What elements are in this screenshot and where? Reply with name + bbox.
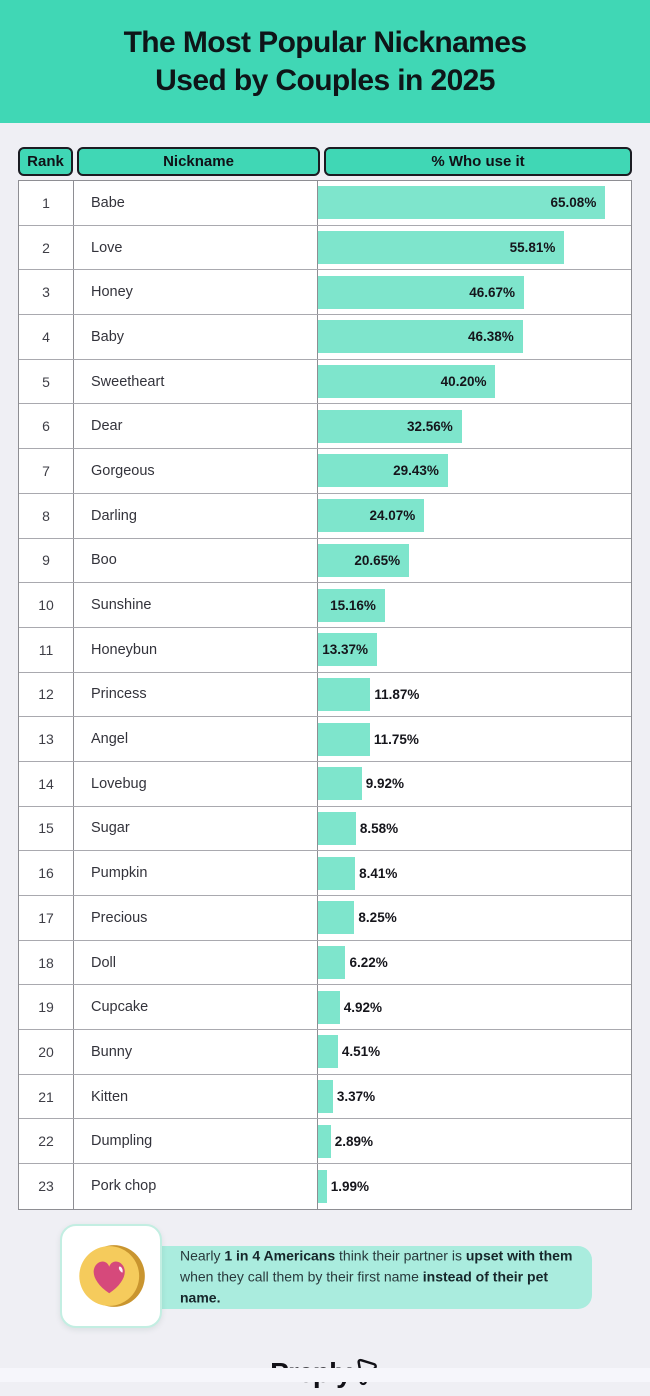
rank-cell: 10 (19, 583, 74, 627)
nickname-cell: Doll (74, 941, 318, 985)
bar-cell (318, 494, 631, 538)
rank-cell: 9 (19, 539, 74, 583)
percentage-bar (318, 633, 377, 666)
rank-cell: 20 (19, 1030, 74, 1074)
percentage-label: 24.07% (369, 508, 416, 524)
table-row (19, 449, 631, 494)
percentage-label: 46.67% (469, 284, 516, 300)
percentage-label: 65.08% (550, 195, 597, 211)
percentage-label: 40.20% (440, 374, 487, 390)
percentage-label: 9.92% (365, 776, 405, 792)
table-row (19, 1030, 631, 1075)
percentage-label: 3.37% (336, 1089, 376, 1105)
percentage-label: 8.58% (359, 820, 399, 836)
page-title-line2: Used by Couples in 2025 (155, 63, 495, 97)
percentage-bar (318, 812, 356, 845)
nickname-cell: Boo (74, 539, 318, 583)
table-row (19, 896, 631, 941)
percentage-bar (318, 767, 362, 800)
column-header-percent: % Who use it (324, 147, 632, 176)
bar-cell (318, 449, 631, 493)
bar-cell (318, 1164, 631, 1209)
nickname-table (18, 147, 632, 1210)
nickname-cell: Darling (74, 494, 318, 538)
bar-cell (318, 985, 631, 1029)
percentage-label: 29.43% (393, 463, 439, 479)
rank-cell: 18 (19, 941, 74, 985)
table-row (19, 807, 631, 852)
rank-cell: 8 (19, 494, 74, 538)
title-band (0, 0, 650, 123)
nickname-cell: Babe (74, 181, 318, 225)
percentage-bar (318, 276, 524, 309)
table-row (19, 226, 631, 271)
nickname-cell: Pork chop (74, 1164, 318, 1209)
bar-cell (318, 896, 631, 940)
nickname-cell: Dear (74, 404, 318, 448)
percentage-bar (318, 589, 385, 622)
percentage-label: 32.56% (406, 418, 453, 434)
rank-cell: 7 (19, 449, 74, 493)
percentage-label: 8.25% (358, 910, 397, 926)
rank-cell: 3 (19, 270, 74, 314)
table-row (19, 583, 631, 628)
nickname-cell: Baby (74, 315, 318, 359)
rank-cell: 17 (19, 896, 74, 940)
fact-note-section (0, 1224, 650, 1344)
bar-cell (318, 583, 631, 627)
percentage-label: 20.65% (354, 552, 401, 568)
percentage-bar (318, 678, 370, 711)
nickname-cell: Honeybun (74, 628, 318, 672)
rank-cell: 6 (19, 404, 74, 448)
rank-cell: 12 (19, 673, 74, 717)
percentage-bar (318, 186, 605, 219)
bar-cell (318, 539, 631, 583)
percentage-label: 4.92% (343, 999, 382, 1015)
rank-cell: 5 (19, 360, 74, 404)
table-row (19, 851, 631, 896)
percentage-label: 6.22% (349, 955, 388, 971)
table-header-row (18, 147, 632, 176)
bar-cell (318, 673, 631, 717)
percentage-bar (318, 1170, 327, 1203)
percentage-bar (318, 991, 340, 1024)
bar-cell (318, 807, 631, 851)
percentage-label: 55.81% (509, 240, 556, 256)
rank-cell: 22 (19, 1119, 74, 1163)
percentage-label: 8.41% (359, 865, 398, 881)
percentage-label: 4.51% (341, 1044, 381, 1060)
rank-cell: 1 (19, 181, 74, 225)
table-row (19, 539, 631, 584)
nickname-cell: Princess (74, 673, 318, 717)
bar-cell (318, 181, 631, 225)
table-row (19, 1075, 631, 1120)
nickname-cell: Love (74, 226, 318, 270)
rank-cell: 2 (19, 226, 74, 270)
rank-cell: 19 (19, 985, 74, 1029)
bar-cell (318, 360, 631, 404)
bar-cell (318, 226, 631, 270)
nickname-cell: Sunshine (74, 583, 318, 627)
bar-cell (318, 628, 631, 672)
nickname-cell: Kitten (74, 1075, 318, 1119)
table-row (19, 270, 631, 315)
nickname-cell: Angel (74, 717, 318, 761)
heart-coin-card (60, 1224, 162, 1328)
nickname-cell: Dumpling (74, 1119, 318, 1163)
rank-cell: 16 (19, 851, 74, 895)
rank-cell: 4 (19, 315, 74, 359)
percentage-bar (318, 454, 448, 487)
percentage-bar (318, 1125, 331, 1158)
table-row (19, 360, 631, 405)
percentage-label: 11.87% (374, 686, 420, 702)
nickname-cell: Precious (74, 896, 318, 940)
table-body (18, 180, 632, 1210)
percentage-bar (318, 1035, 338, 1068)
nickname-cell: Sweetheart (74, 360, 318, 404)
percentage-bar (318, 499, 424, 532)
table-row (19, 1119, 631, 1164)
percentage-bar (318, 544, 409, 577)
rank-cell: 21 (19, 1075, 74, 1119)
bar-cell (318, 404, 631, 448)
percentage-label: 15.16% (330, 597, 376, 613)
percentage-label: 13.37% (322, 642, 369, 658)
rank-cell: 14 (19, 762, 74, 806)
table-row (19, 404, 631, 449)
table-row (19, 315, 631, 360)
bar-cell (318, 1119, 631, 1163)
bar-cell (318, 851, 631, 895)
percentage-bar (318, 410, 462, 443)
table-row (19, 181, 631, 226)
percentage-label: 11.75% (373, 731, 419, 747)
percentage-label: 1.99% (330, 1178, 370, 1194)
nickname-cell: Honey (74, 270, 318, 314)
percentage-bar (318, 320, 523, 353)
column-header-rank: Rank (18, 147, 73, 176)
bar-cell (318, 1075, 631, 1119)
nickname-cell: Bunny (74, 1030, 318, 1074)
bar-cell (318, 315, 631, 359)
nickname-cell: Lovebug (74, 762, 318, 806)
percentage-bar (318, 901, 354, 934)
percentage-bar (318, 1080, 333, 1113)
table-row (19, 762, 631, 807)
bottom-strip (0, 1368, 650, 1382)
percentage-bar (318, 723, 370, 756)
table-row (19, 494, 631, 539)
bar-cell (318, 1030, 631, 1074)
rank-cell: 11 (19, 628, 74, 672)
percentage-bar (318, 231, 564, 264)
bar-cell (318, 717, 631, 761)
rank-cell: 15 (19, 807, 74, 851)
rank-cell: 13 (19, 717, 74, 761)
percentage-label: 2.89% (334, 1133, 374, 1149)
nickname-cell: Gorgeous (74, 449, 318, 493)
table-row (19, 985, 631, 1030)
heart-coin-icon (73, 1238, 149, 1314)
table-row (19, 628, 631, 673)
percentage-bar (318, 946, 345, 979)
percentage-bar (318, 857, 355, 890)
table-row (19, 673, 631, 718)
bar-cell (318, 270, 631, 314)
bar-cell (318, 762, 631, 806)
table-row (19, 1164, 631, 1209)
table-row (19, 941, 631, 986)
nickname-cell: Pumpkin (74, 851, 318, 895)
nickname-cell: Sugar (74, 807, 318, 851)
page-title (124, 24, 527, 100)
table-row (19, 717, 631, 762)
page-title-line1: The Most Popular Nicknames (123, 25, 527, 59)
rank-cell: 23 (19, 1164, 74, 1209)
percentage-bar (318, 365, 495, 398)
note-text: Nearly 1 in 4 Americans think their partner is upset with them when they call them by their first name instead of their pet name. (180, 1247, 573, 1306)
nickname-cell: Cupcake (74, 985, 318, 1029)
percentage-label: 46.38% (467, 329, 514, 345)
column-header-nickname: Nickname (77, 147, 320, 176)
bar-cell (318, 941, 631, 985)
